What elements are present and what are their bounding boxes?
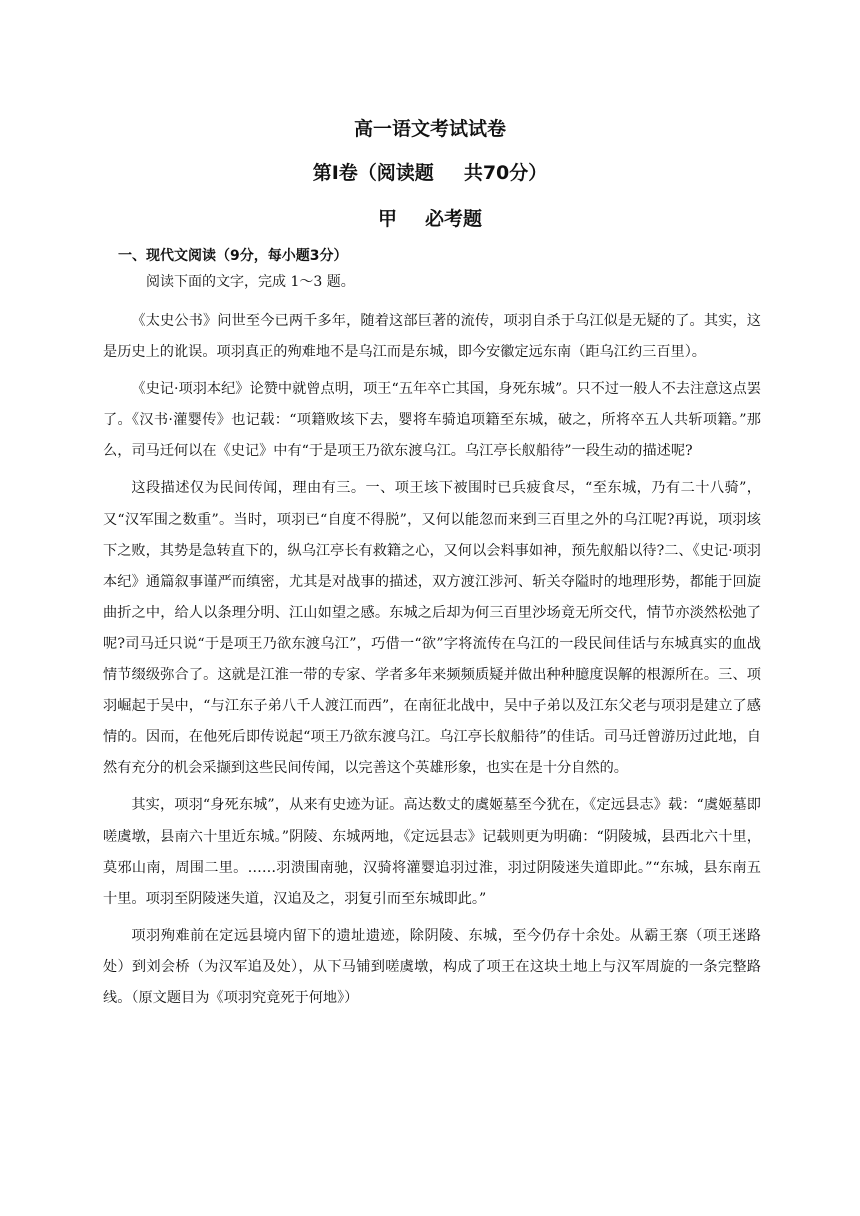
section-b-label: 必考题 (425, 208, 483, 230)
part-heading-left: 第Ⅰ卷（阅读题 (312, 162, 434, 184)
passage-paragraph: 《史记·项羽本纪》论赞中就曾点明，项王“五年卒亡其国，身死东城”。只不过一般人不去注意这点罢了。《汉书·灌婴传》也记载：“项籍败垓下去，婴将车骑追项籍至东城，破之，所将卒五人共斩项籍。”那么，司马迁何以在《史记》中有“于是项王乃欲东渡乌江。乌江亭长舣船待”一段生动的描述呢? (103, 381, 761, 460)
part-heading-right: 共70分） (463, 162, 548, 184)
section-a-label: 甲 (377, 208, 397, 230)
reading-instruction: 阅读下面的文字，完成 1～3 题。 (146, 274, 355, 290)
section-group-heading (0, 204, 860, 231)
passage-paragraph: 这段描述仅为民间传闻，理由有三。一、项王垓下被围时已兵疲食尽，“至东城，乃有二十八骑”，又“汉军围之数重”。当时，项羽已“自度不得脱”，又何以能忽而来到三百里之外的乌江呢?再说，项羽垓下之败，其势是急转直下的，纵乌江亭长有救籍之心，又何以会料事如神，预先舣船以待?二、《史记·项羽本纪》通篇叙事谨严而缜密，尤其是对战事的描述，双方渡江涉河、斩关夺隘时的地理形势，都能于回旋曲折之中，给人以条理分明、江山如望之感。东城之后却为何三百里沙场竟无所交代，情节亦淡然松弛了呢?司马迁只说“于是项王乃欲东渡乌江”，巧借一“欲”字将流传在乌江的一段民间佳话与东城真实的血战情节缀级弥合了。这就是江淮一带的专家、学者多年来频频质疑并做出种种臆度误解的根源所在。三、项羽崛起于吴中，“与江东子弟八千人渡江而西”，在南征北战中，吴中子弟以及江东父老与项羽是建立了感情的。因而，在他死后即传说起“项王乃欲东渡乌江。乌江亭长舣船待”的佳话。司马迁曾游历过此地，自然有充分的机会采撷到这些民间传闻，以完善这个英雄形象，也实在是十分自然的。 (103, 480, 761, 777)
passage-paragraph: 项羽殉难前在定远县境内留下的遗址遗迹，除阴陵、东城，至今仍存十余处。从霸王寨（项王迷路处）到刘会桥（为汉军追及处），从下马铺到嗟虞墩，构成了项王在这块土地上与汉军周旋的一条完整路线。（原文题目为《项羽究竟死于何地》） (103, 927, 761, 1006)
exam-title: 高一语文考试试卷 (353, 118, 506, 140)
passage-paragraph: 《太史公书》问世至今已两千多年，随着这部巨著的流传，项羽自杀于乌江似是无疑的了。其实，这是历史上的讹误。项羽真正的殉难地不是乌江而是东城，即今安徽定远东南（距乌江约三百里）。 (103, 313, 761, 361)
reading-passage (103, 306, 761, 1020)
section-heading: 一、现代文阅读（9分，每小题3分） (118, 248, 348, 264)
part-heading (0, 158, 860, 185)
passage-paragraph: 其实，项羽“身死东城”，从来有史迹为证。高达数丈的虞姬墓至今犹在，《定远县志》载：“虞姬墓即嗟虞墩，县南六十里近东城。”阴陵、东城两地，《定远县志》记载则更为明确：“阴陵城，县西北六十里，莫邪山南，周围二里。……羽溃围南驰，汉骑将灌婴追羽过淮，羽过阴陵迷失道即此。”“东城，县东南五十里。项羽至阴陵迷失道，汉追及之，羽复引而至东城即此。” (103, 797, 761, 907)
